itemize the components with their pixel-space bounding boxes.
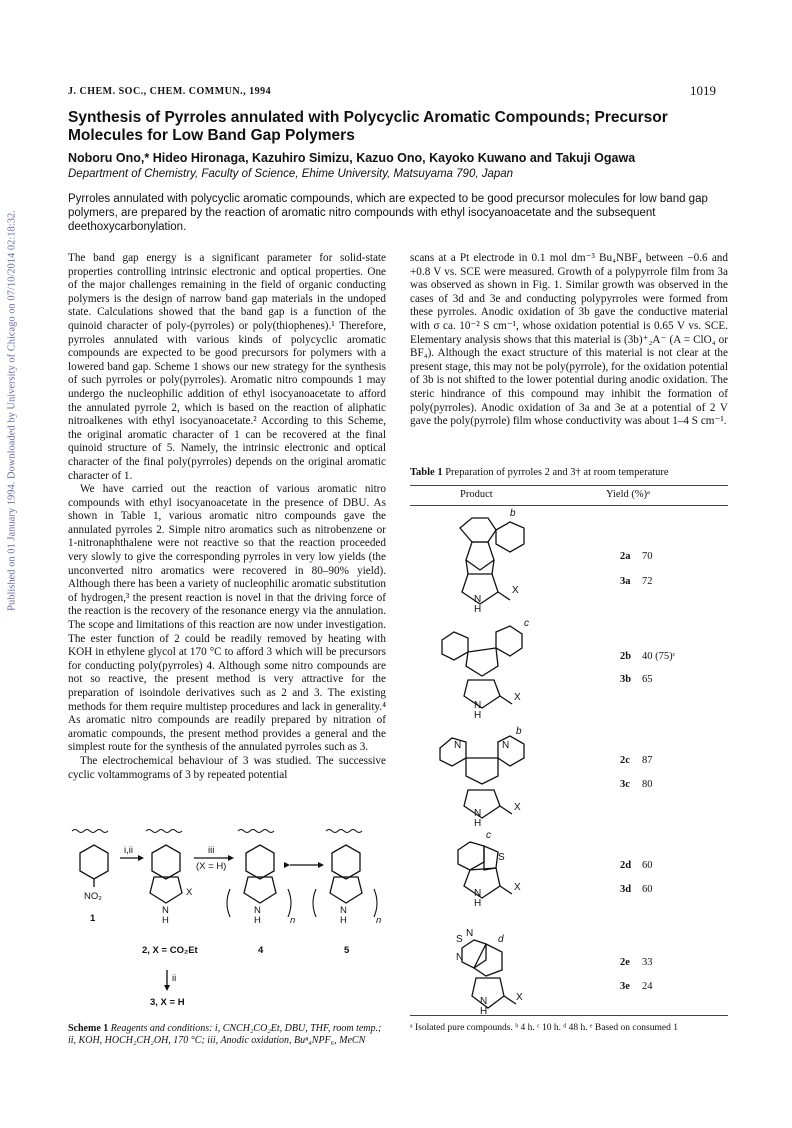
label-x: X — [516, 992, 523, 1003]
scheme-1 — [68, 825, 388, 1020]
affiliation: Department of Chemistry, Faculty of Science, Ehime University, Matsuyama 790, Japan — [68, 168, 514, 180]
label-h: H — [474, 818, 482, 829]
right-column — [410, 252, 728, 429]
compound-id: 2c — [620, 755, 630, 766]
label-h: H — [474, 898, 482, 909]
label-h: H — [480, 1006, 488, 1016]
label-h: H — [254, 915, 261, 926]
label-n: N — [456, 952, 464, 963]
page-number: 1019 — [690, 83, 716, 98]
label-h: H — [474, 710, 482, 721]
yield-value: 24 — [642, 981, 653, 992]
label-x: X — [514, 692, 521, 703]
table-rule-top — [410, 485, 728, 486]
column-header-product: Product — [460, 489, 493, 500]
label-c: c — [486, 830, 491, 841]
label-h: H — [474, 604, 482, 615]
label-d: d — [498, 934, 504, 945]
table-caption-text: Preparation of pyrroles 2 and 3† at room temperature — [445, 467, 669, 478]
yield-value: 33 — [642, 957, 653, 968]
label-h: H — [340, 915, 347, 926]
yield-value: 70 — [642, 551, 653, 562]
compound-id: 2d — [620, 860, 632, 871]
yield-value: 60 — [642, 884, 653, 895]
label-x: X — [512, 585, 519, 596]
label-n: N — [454, 740, 462, 751]
paragraph: We have carried out the reaction of various aromatic nitro compounds with ethyl isocyanoacetate in the presence of DBU. As shown in Table 1, various aromatic nitro compounds gave the annulated pyrroles 2. Simple nitro aromatics such as nitrobenzene or 1-nitronaphthalene were not reactive so that the reaction proceeded very slowly to give the corresponding pyrroles in very low yields (the unconverted nitro aromatics were recovered in 80–90% yield). Although there has been a variety of nucleophilic aromatic substitution of hydrogen,³ the present reaction is novel in that the driving force of the reaction is the recovery of the resonance energy via the annulation. The scope and limitations of this reaction are now under investigation. The ester function of 2 could be readily removed by heating with KOH in ethylene glycol at 170 °C to afford 3 which will be precursors for conducting poly(pyrroles) 4. Although some nitro compounds are not so reactive, the present method is very attractive for the preparation of isoindole derivatives such as 2 and 3. The existing methods for them require multistep procedures and lack in generality.⁴ As aromatic nitro compounds are readily prepared by nitration of aromatic compounds, the present method provides a general and the simplest route for the synthesis of the annulated pyrroles such as 3. — [68, 483, 386, 754]
label-s: S — [456, 934, 463, 945]
structure-d — [458, 842, 512, 898]
compound-id: 2b — [620, 651, 632, 662]
table-footnote: ᵃ Isolated pure compounds. ᵇ 4 h. ᶜ 10 h. ᵈ 48 h. ᵉ Based on consumed 1 — [410, 1023, 678, 1033]
step-label: iii — [208, 845, 215, 856]
scheme-caption — [68, 1023, 386, 1047]
compound-4-label: 4 — [258, 945, 264, 956]
abstract: Pyrroles annulated with polycyclic aromatic compounds, which are expected to be good precursor molecules for low band gap polymers, are prepared by the reaction of aromatic nitro compounds with ethyl isocyanoacetate and the subsequent deethoxycarbonylation. — [68, 193, 708, 233]
compound-id: 3e — [620, 981, 630, 992]
yield-value: 80 — [642, 779, 653, 790]
label-h: H — [162, 915, 169, 926]
compound-2-label: 2, X = CO₂Et — [142, 945, 198, 956]
compound-1-label: 1 — [90, 913, 96, 924]
compound-3-label: 3, X = H — [150, 997, 185, 1008]
structure-e — [462, 940, 516, 1008]
yield-value: 40 (75)ᶜ — [642, 651, 676, 662]
label-n: N — [340, 905, 347, 916]
journal-header: J. CHEM. SOC., CHEM. COMMUN., 1994 — [68, 86, 272, 97]
compound-id: 2e — [620, 957, 630, 968]
author-list: Noboru Ono,* Hideo Hironaga, Kazuhiro Simizu, Kazuo Ono, Kayoko Kuwano and Takuji Ogawa — [68, 151, 636, 165]
compound-id: 2a — [620, 551, 631, 562]
label-b: b — [516, 726, 522, 737]
compound-id: 3a — [620, 576, 631, 587]
nitro-group: NO₂ — [84, 891, 102, 902]
label-n: N — [474, 594, 482, 605]
label-n: N — [466, 928, 474, 939]
column-header-yield: Yield (%)ᵃ — [606, 489, 650, 500]
label-x: X — [514, 802, 521, 813]
table-label: Table 1 — [410, 467, 443, 478]
structure-b — [442, 626, 522, 708]
table-rule-header — [410, 505, 728, 506]
table-caption — [410, 467, 728, 478]
label-n-subscript: n — [376, 915, 382, 926]
scheme-label: Scheme 1 — [68, 1023, 109, 1034]
paragraph: scans at a Pt electrode in 0.1 mol dm⁻³ Bu₄NBF₄ between −0.6 and +0.8 V vs. SCE were measured. Growth of a polypyrrole film from 3a was observed as shown in Fig. 1. Similar growth was observed in the cases of 3d and 3e and conducting polypyrroles were formed from these pyrroles. Anodic oxidation of 3b gave the conductive material with σ ca. 10⁻² S cm⁻¹, whose oxidation potential is 0.65 V vs. SCE. Elementary analysis shows that this material is (3b)⁺₂A⁻ (A = ClO₄ or BF₄). Although the exact structure of this material is not clear at the present stage, this may not be poly(pyrrole), for the oxidation potential of 3b is not shifted to the lower potential during anodic oxidation. The steric hindrance of this compound may inhibit the formation of poly(pyrroles). Anodic oxidation of 3a and 3e at a potential of 2 V gave the poly(pyrrole) film whose conductivity was about 1–4 S cm⁻¹. — [410, 252, 728, 428]
article-title: Synthesis of Pyrroles annulated with Polycyclic Aromatic Compounds; Precursor Molecules for Low Band Gap Polymers — [68, 109, 668, 144]
label-c: c — [524, 618, 529, 629]
compound-id: 3d — [620, 884, 632, 895]
label-n: N — [474, 888, 482, 899]
label-n: N — [502, 740, 510, 751]
yield-value: 65 — [642, 674, 653, 685]
label-n: N — [162, 905, 169, 916]
label-b: b — [510, 508, 516, 519]
step-label: ii — [172, 973, 177, 984]
compound-id: 3c — [620, 779, 630, 790]
label-x: X — [186, 887, 193, 898]
download-watermark: Published on 01 January 1994. Downloaded by University of Chicago on 07/10/2014 02:18:32. — [6, 210, 18, 611]
yield-value: 87 — [642, 755, 653, 766]
yield-value: 72 — [642, 576, 653, 587]
yield-value: 60 — [642, 860, 653, 871]
structure-c — [440, 736, 524, 818]
label-s: S — [498, 852, 505, 863]
compound-5-label: 5 — [344, 945, 350, 956]
step-label: i,ii — [124, 845, 133, 856]
label-n: N — [254, 905, 261, 916]
compound-id: 3b — [620, 674, 632, 685]
scheme-caption-text: Reagents and conditions: i, CNCH₂CO₂Et, DBU, THF, room temp.; ii, KOH, HOCH₂CH₂OH, 170 °C; iii, Anodic oxidation, Buⁿ₄NPF₆, MeCN — [68, 1023, 382, 1046]
label-n-subscript: n — [290, 915, 296, 926]
paragraph: The band gap energy is a significant parameter for solid-state properties controlling intrinsic electronic and optical properties. One of the major challenges remaining in the field of organic conducting polymers is the design of narrow band gap materials in the undoped state. Calculations showed that the band gap is a function of the quinoid character of poly-(pyrroles) or poly(thiophenes).¹ Therefore, pyrroles annulated with various kinds of polycyclic aromatic compounds are expected to be good precursors for polymers with a lowered band gap. Scheme 1 shows our new strategy for the synthesis of such pyrroles or poly(pyrroles). Aromatic nitro compounds 1 may undergo the nucleophilic addition of ethyl isocyanoacetate to afford the annulated pyrrole 2, which is based on the reaction of aliphatic nitroalkenes with ethyl isocyanoacetate.² According to this Scheme, the original aromatic character of 1 can be recovered at the final quinoid structure of 5. Namely, the intrinsic electronic and optical character of the final poly(pyrroles) depends on the original aromatic character of 1. — [68, 252, 386, 482]
step-condition: (X = H) — [196, 861, 227, 872]
left-column — [68, 252, 386, 782]
label-n: N — [480, 996, 488, 1007]
paragraph: The electrochemical behaviour of 3 was studied. The successive cyclic voltammograms of 3 by repeated potential — [68, 754, 386, 781]
label-n: N — [474, 808, 482, 819]
label-n: N — [474, 700, 482, 711]
label-x: X — [514, 882, 521, 893]
table-structures — [410, 508, 610, 1016]
